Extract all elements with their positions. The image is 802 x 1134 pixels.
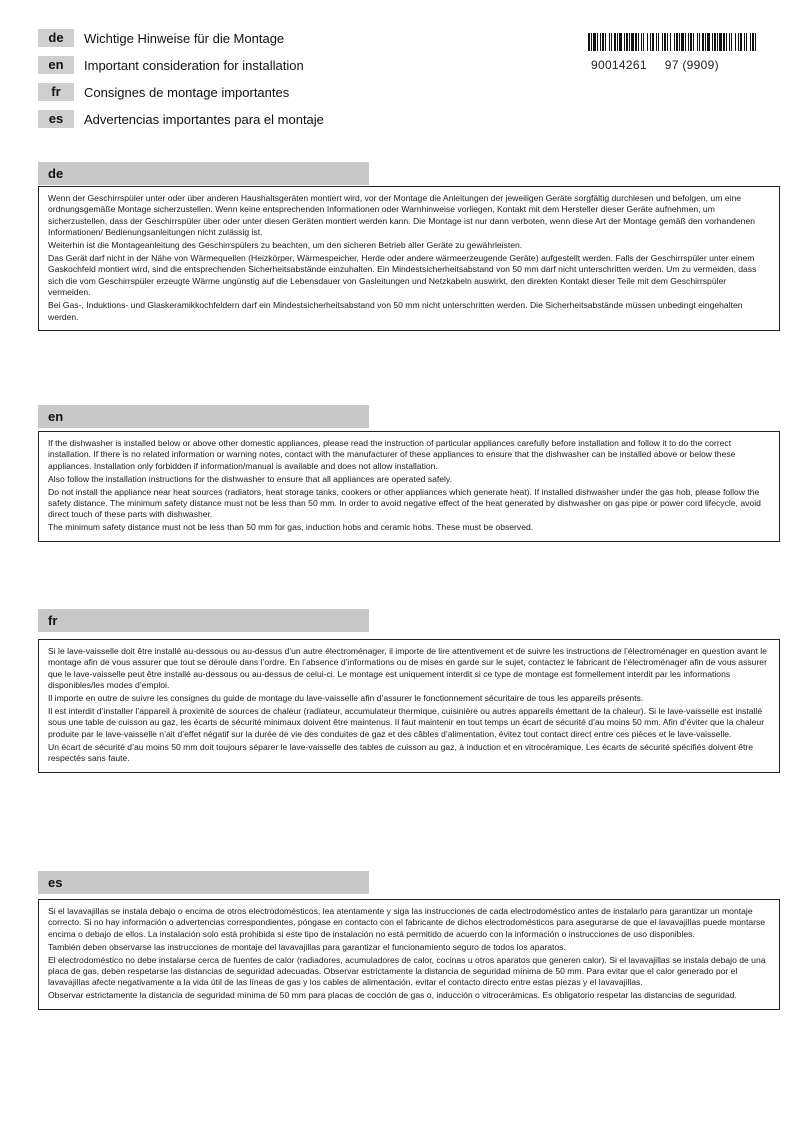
barcode-bar [656, 33, 657, 51]
barcode-bar [740, 33, 742, 51]
barcode-bar [731, 33, 732, 51]
lang-title-de: Wichtige Hinweise für die Montage [84, 30, 285, 46]
paragraph: Si el lavavajillas se instala debajo o encima de otros electrodomésticos, lea atentamente y siga las instrucciones de cada electrodoméstico antes de instalarlo para garantizar un montaje correcto. Si no hay información o advertencias correspondientes, póngase en contacto con el fabricante de dichos electrodomésticos para asegurarse de que el lavavajillas puede montarse encima o debajo de ellos. La instalación solo está prohibida si este tipo de instalación no está permitido de acuerdo con la información o instrucciones de uso disponibles. [48, 906, 766, 939]
paragraph: Wenn der Geschirrspüler unter oder über anderen Haushaltsgeräten montiert wird, vor der Montage die Anleitungen der jeweiligen Geräte sorgfältig durchlesen und befolgen, um eine ordnungsgemäße Montage sicherzustellen. Wenn keine entsprechenden Informationen oder Warnhinweise vorliegen, Kontakt mit dem Hersteller dieser Geräte aufnehmen, um sicherzustellen, dass der Geschirrspüler über oder unter diesen Geräten montiert werden kann. Die Montage ist nur dann verboten, wenn diese Art der Montage gemäß den vorhandenen Informationen/ Bedienungsanleitungen nicht zulässig ist. [48, 193, 756, 238]
barcode-bar [629, 33, 630, 51]
barcode-bar [717, 33, 718, 51]
paragraph: Bei Gas-, Induktions- und Glaskeramikkochfeldern darf ein Mindestsicherheitsabstand von 50 mm nicht unterschritten werden. Die Sicherheitsabstände müssen unbedingt eingehalten werden. [48, 300, 743, 322]
barcode-bar [697, 33, 698, 51]
barcode-bar [626, 33, 628, 51]
document-number-value: 90014261 [591, 58, 647, 72]
section-header-fr: fr [38, 609, 369, 632]
barcode-bar [744, 33, 745, 51]
barcode-bar [746, 33, 747, 51]
barcode-bar [719, 33, 722, 51]
paragraph: El electrodoméstico no debe instalarse cerca de fuentes de calor (radiadores, acumuladores de calor, cocinas u otros aparatos que generen calor). Si el lavavajillas se instala debajo de una placa de gas, deben respetarse las distancias de seguridad adecuadas. Observar estrictamente la distancia de seguridad mínima de 50 mm. Para evitar que el calor generado por el lavavajillas afecte negativamente a la vida útil de las líneas de gas y los cables de alimentación, evitar el contacto directo entre estas piezas y el lavavajillas. [48, 954, 766, 988]
barcode-bar [738, 33, 739, 51]
section-header-es: es [38, 871, 369, 894]
barcode-bar [624, 33, 625, 51]
paragraph: The minimum safety distance must not be less than 50 mm for gas, induction hobs and ceramic hobs. These must be observed. [48, 522, 534, 533]
section-body-en [38, 431, 780, 542]
barcode-bar [705, 33, 706, 51]
barcode-bar [693, 33, 694, 51]
lang-code-de: de [38, 29, 74, 47]
barcode-bar [685, 33, 686, 51]
paragraph: Il importe en outre de suivre les consignes du guide de montage du lave-vaisselle afin d’assurer le fonctionnement sécuritaire de tous les appareils présents. [48, 693, 644, 704]
barcode-bar [611, 33, 612, 51]
barcode-bar [699, 33, 700, 51]
barcode-bar [667, 33, 668, 51]
section-header-en: en [38, 405, 369, 428]
lang-code-fr: fr [38, 83, 74, 101]
barcode-bar [602, 33, 604, 51]
barcode-bar [674, 33, 675, 51]
paragraph: Un écart de sécurité d’au moins 50 mm doit toujours séparer le lave-vaisselle des tables de cuisson au gaz, à induction et en vitrocéramique. Les écarts de sécurité spécifiés doivent être respectés sans faute. [48, 741, 754, 764]
barcode-bar [688, 33, 689, 51]
barcode-bar [647, 33, 648, 51]
barcode-bar [638, 33, 639, 51]
lang-code-en: en [38, 56, 74, 74]
barcode-bar [617, 33, 618, 51]
lang-row-es [38, 109, 324, 129]
section-body-fr [38, 639, 780, 773]
barcode-bar [723, 33, 725, 51]
barcode-bar [681, 33, 684, 51]
barcode-bar [658, 33, 659, 51]
barcode-bar [714, 33, 716, 51]
barcode-bar [676, 33, 678, 51]
barcode-bar [664, 33, 666, 51]
lang-code-es: es [38, 110, 74, 128]
barcode-bar [591, 33, 592, 51]
paragraph: Do not install the appliance near heat sources (radiators, heat storage tanks, cookers or other appliances which generate heat). If installed dishwasher under the gas hob, please follow the safety distance. The minimum safety distance must not be less than 50 mm. In order to avoid negative effect of the heat generated by dishwasher on gas pipe or power cord lifecycle, avoid direct touch of these parts with dishwasher. [48, 486, 761, 520]
paragraph: Si le lave-vaisselle doit être installé au-dessous ou au-dessus d’un autre électroménager, il importe de lire attentivement et de suivre les instructions de l’électroménager en question avant le montage afin de vous assurer que tout se déroule dans l’ordre. En l’absence d’informations ou de mises en garde sur le sujet, contactez le fabricant de l’électroménager afin de vous assurer que le lave-vaisselle peut être installé au-dessous ou au-dessus de celui-ci. Le montage est uniquement interdit si ce type de montage est formellement interdit par les informations disponibles/les modes d’emploi. [48, 646, 767, 691]
section-header-de: de [38, 162, 369, 185]
lang-row-en [38, 55, 304, 75]
barcode-bar [726, 33, 727, 51]
section-body-de [38, 186, 780, 331]
lang-row-fr [38, 82, 289, 102]
section-body-es [38, 899, 780, 1010]
barcode-bar [690, 33, 692, 51]
document-version: 97 (9909) [664, 58, 719, 72]
barcode-bar [593, 33, 596, 51]
barcode-bar [588, 33, 590, 51]
paragraph: Das Gerät darf nicht in der Nähe von Wärmequellen (Heizkörper, Wärmespeicher, Herde oder andere wärmeerzeugende Geräte) aufgestellt werden. Falls der Geschirrspüler unter einem Gaskochfeld montiert wird, sind die entsprechenden Sicherheitsabstände einzuhalten. Ein Mindestsicherheitsabstand von 50 mm darf nicht unterschritten werden. Um zu vermeiden, dass sich die vom Geschirrspüler erzeugte Wärme ungünstig auf die Lebensdauer von Gasleitungen und Netzkabeln auswirkt, den direkten Kontakt dieser Teile mit dem Geschirrspüler vermeiden. [48, 253, 757, 298]
barcode-bar [752, 33, 754, 51]
barcode-bar [735, 33, 736, 51]
barcode-bar [650, 33, 651, 51]
barcode-bar [707, 33, 710, 51]
barcode-bar [619, 33, 622, 51]
barcode-bar [605, 33, 606, 51]
barcode-bar [641, 33, 642, 51]
barcode-bar [662, 33, 663, 51]
lang-title-en: Important consideration for installation [84, 57, 304, 73]
barcode-bar [600, 33, 601, 51]
barcode-bar [631, 33, 634, 51]
barcode-bar [635, 33, 637, 51]
barcode-bar [679, 33, 680, 51]
document-number [591, 58, 719, 72]
lang-title-fr: Consignes de montage importantes [84, 84, 290, 100]
barcode-bar [712, 33, 713, 51]
barcode-bar [652, 33, 654, 51]
barcode-bar [597, 33, 598, 51]
barcode-bar [614, 33, 616, 51]
barcode-bar [729, 33, 730, 51]
barcode-bar [702, 33, 704, 51]
barcode-bar [609, 33, 610, 51]
barcode-bar [755, 33, 756, 51]
barcode [588, 33, 758, 51]
barcode-bar [670, 33, 671, 51]
paragraph: Weiterhin ist die Montageanleitung des Geschirrspülers zu beachten, um den sicheren Betrieb aller Geräte zu gewährleisten. [48, 240, 523, 251]
paragraph: Also follow the installation instructions for the dishwasher to ensure that all appliances are operated safely. [48, 473, 452, 484]
paragraph: If the dishwasher is installed below or above other domestic appliances, please read the instruction of particular appliances carefully before installation and follow it to do the correct installation. If there is no related information or warning notes, contact with the manufacturer of these appliances to ensure that the dishwasher can be installed above or below these appliances. Installation only forbidden if information/manual is available and does not allow installation. [48, 438, 736, 471]
paragraph: También deben observarse las instrucciones de montaje del lavavajillas para garantizar el funcionamiento seguro de todos los aparatos. [48, 941, 566, 952]
paragraph: Observar estrictamente la distancia de seguridad mínima de 50 mm para placas de cocción de gas o, inducción o vitrocerámicas. Es obligatorio respetar las distancias de seguridad. [48, 990, 737, 1001]
lang-title-es: Advertencias importantes para el montaje [84, 111, 324, 127]
barcode-bar [750, 33, 751, 51]
barcode-bar [643, 33, 644, 51]
paragraph: Il est interdit d’installer l’appareil à proximité de sources de chaleur (radiateur, accumulateur thermique, cuisinière ou autres appareils émettant de la chaleur). Si le lave-vaisselle est installé sous une table de cuisson au gaz, les écarts de sécurité minimaux doivent être maintenus. Il faut maintenir en tout temps un écart de sécurité d’au moins 50 mm. Afin d’éviter que la chaleur produite par le lave-vaisselle n’ait d’effet négatif sur la durée de vie des conduites de gaz et des câbles d’alimentation, évitez tout contact direct entre ces pièces et le lave-vaisselle. [48, 706, 765, 739]
lang-row-de [38, 28, 284, 48]
